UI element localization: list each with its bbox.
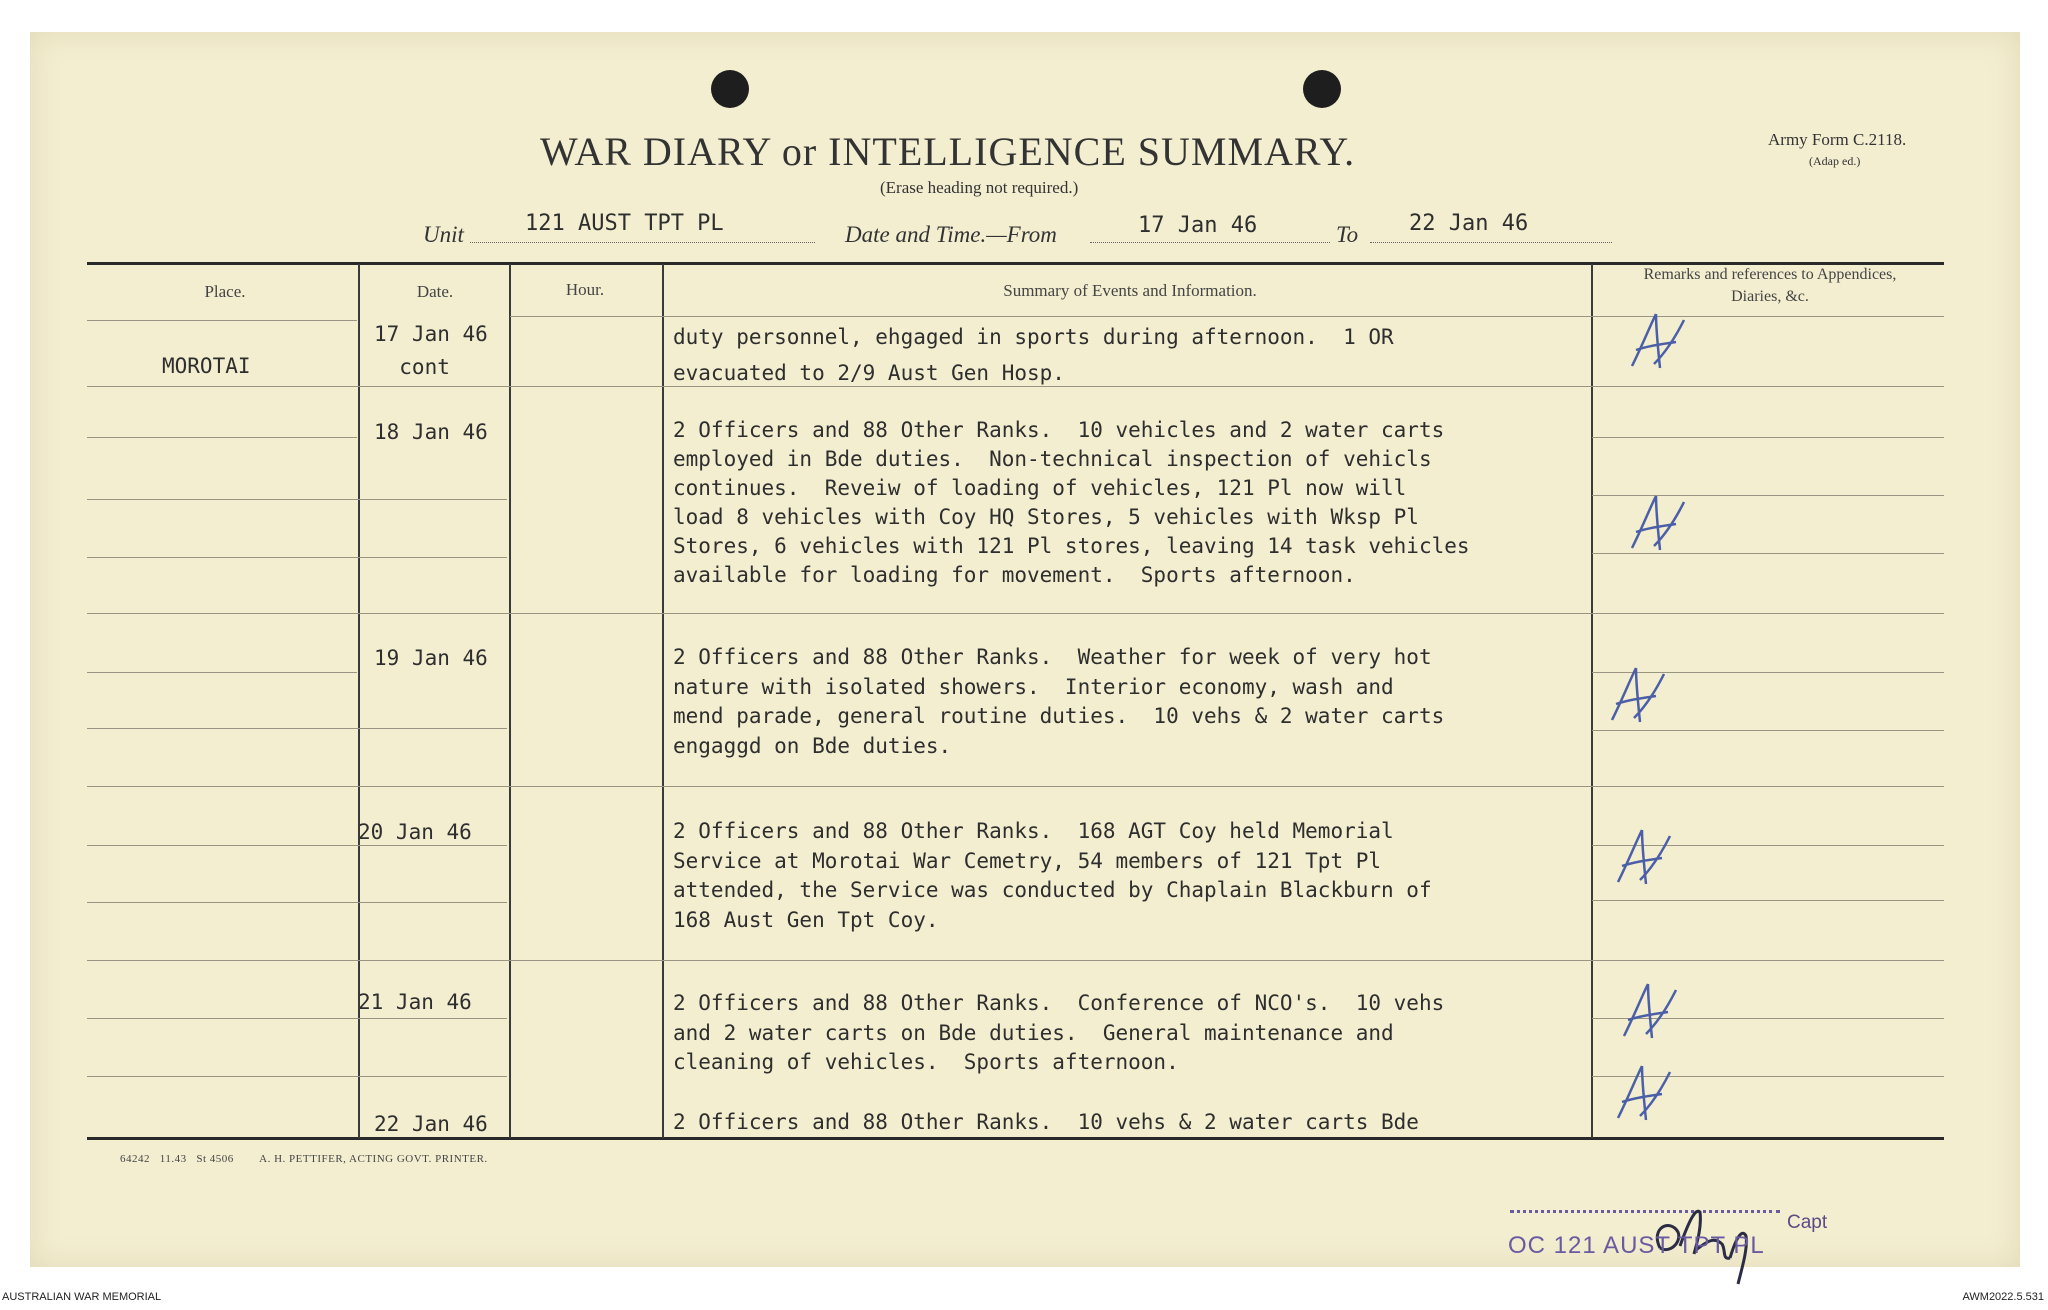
- entry-date: 22 Jan 46: [374, 1112, 488, 1136]
- entry-date: 19 Jan 46: [374, 646, 488, 670]
- handwritten-initial: [1626, 488, 1690, 560]
- entry-date: 17 Jan 46 cont: [374, 322, 488, 379]
- table-bottom-border: [87, 1137, 1944, 1140]
- credit-left: AUSTRALIAN WAR MEMORIAL: [2, 1291, 162, 1303]
- date-from-label: Date and Time.—From: [845, 222, 1057, 247]
- entry-summary: duty personnel, ehgaged in sports during afternoon. 1 OR evacuated to 2/9 Aust Gen Hosp.: [673, 325, 1394, 385]
- credit-right: AWM2022.5.531: [1962, 1291, 2044, 1303]
- column-divider-summary: [1591, 264, 1593, 1138]
- column-header-place: Place.: [204, 282, 246, 301]
- unit-label: Unit: [423, 222, 464, 247]
- entry-date: 21 Jan 46: [358, 990, 472, 1014]
- date-from-underline: [1090, 242, 1330, 243]
- form-title: WAR DIARY or INTELLIGENCE SUMMARY.: [540, 129, 1356, 174]
- column-header-remarks: Remarks and references to Appendices, Diaries, &c.: [1643, 266, 1897, 305]
- entry-summary: 2 Officers and 88 Other Ranks. Weather for week of very hot nature with isolated showers. Interior economy, wash and mend parade, general routine duties. 10 vehs & 2 water carts engaggd on Bde duties.: [673, 645, 1445, 758]
- entry-date: 18 Jan 46: [374, 420, 488, 444]
- column-header-hour: Hour.: [565, 280, 605, 299]
- entry-summary: 2 Officers and 88 Other Ranks. 168 AGT Coy held Memorial Service at Morotai War Cemetry, 54 members of 121 Tpt Pl attended, the Service was conducted by Chaplain Blackburn of 168 Aust Gen Tpt Coy.: [673, 819, 1432, 932]
- punch-hole-right: [1303, 70, 1341, 108]
- date-from-value: 17 Jan 46: [1138, 213, 1258, 238]
- handwritten-initial: [1618, 976, 1682, 1048]
- date-to-label: To: [1336, 222, 1359, 247]
- entry-summary: 2 Officers and 88 Other Ranks. Conference of NCO's. 10 vehs and 2 water carts on Bde duties. General maintenance and cleaning of vehicles. Sports afternoon.: [673, 991, 1445, 1074]
- column-divider-date: [509, 264, 511, 1138]
- column-divider-hour: [662, 264, 664, 1138]
- date-to-value: 22 Jan 46: [1409, 211, 1529, 236]
- form-number: Army Form C.2118.: [1768, 130, 1907, 149]
- entry-summary: 2 Officers and 88 Other Ranks. 10 vehs & 2 water carts Bde: [673, 1110, 1419, 1134]
- column-header-date: Date.: [416, 282, 454, 301]
- form-subtitle: (Erase heading not required.): [880, 178, 1079, 197]
- form-edition: (Adap ed.): [1809, 154, 1861, 168]
- unit-underline: [470, 242, 815, 243]
- entry-date: 20 Jan 46: [358, 820, 472, 844]
- handwritten-initial: [1612, 822, 1676, 894]
- rank-label: Capt: [1787, 1212, 1828, 1233]
- handwritten-initial: [1612, 1058, 1676, 1130]
- punch-hole-left: [711, 70, 749, 108]
- unit-value: 121 AUST TPT PL: [525, 211, 724, 236]
- handwritten-initial: [1606, 660, 1670, 732]
- entry-summary: 2 Officers and 88 Other Ranks. 10 vehicles and 2 water carts employed in Bde duties. Non-technical inspection of vehicls continues. Reveiw of loading of vehicles, 121 Pl now will load 8 vehicles with Coy HQ Stores, 5 vehicles with Wksp Pl Stores, 6 vehicles with 121 Pl stores, leaving 14 task vehicles available for loading for movement. Sports afternoon.: [673, 418, 1470, 587]
- handwritten-initial: [1626, 306, 1690, 378]
- column-header-summary: Summary of Events and Information.: [1003, 281, 1257, 300]
- place-morotai: MOROTAI: [162, 354, 251, 378]
- unit-stamp: OC 121 AUST TPT PL: [1508, 1232, 1765, 1259]
- date-to-underline: [1370, 242, 1612, 243]
- printer-imprint: 64242 11.43 St 4506 A. H. PETTIFER, ACTING GOVT. PRINTER.: [120, 1153, 488, 1165]
